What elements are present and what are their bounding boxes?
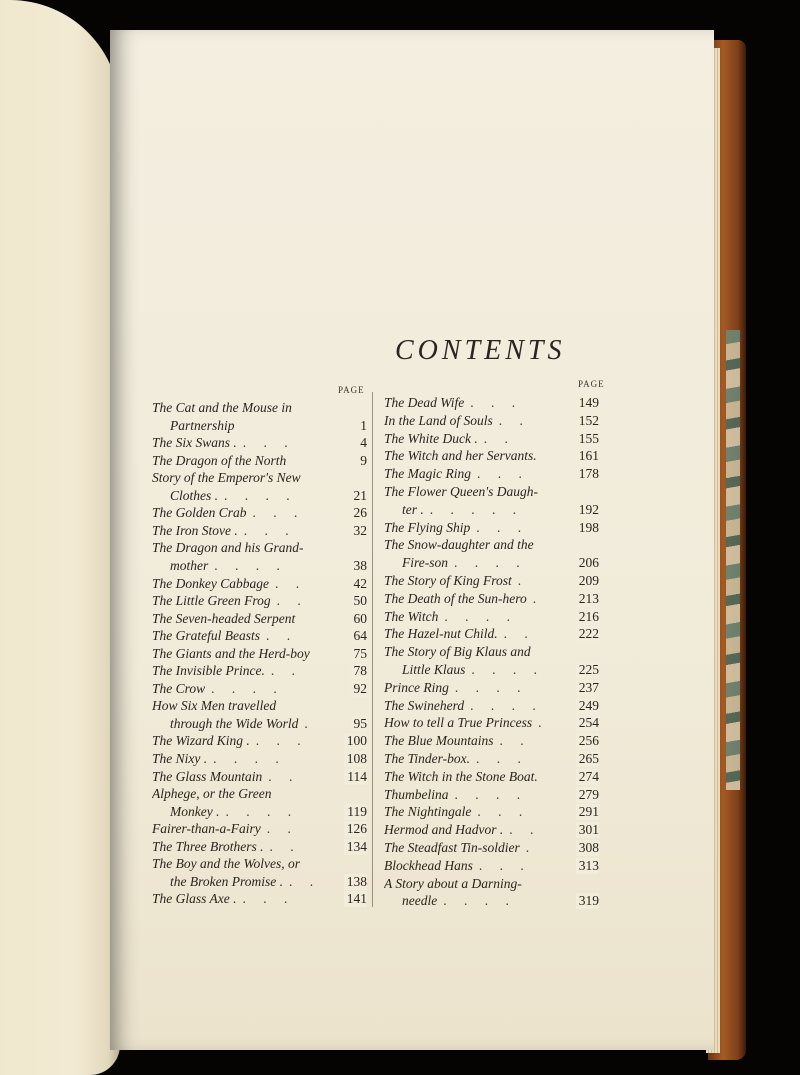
toc-leader-dots: . . . <box>478 857 531 873</box>
toc-entry <box>152 505 367 523</box>
toc-entry <box>152 470 367 488</box>
toc-page-number: 161 <box>576 448 599 464</box>
toc-page-number: 279 <box>576 787 599 803</box>
marbled-edge <box>726 330 740 790</box>
toc-entry-title: The Dead Wife <box>384 395 465 410</box>
toc-page-number: 108 <box>344 751 367 767</box>
toc-page-number: 95 <box>351 716 368 732</box>
toc-entry <box>152 628 367 646</box>
toc-entry-title: Fire-son <box>402 555 448 571</box>
toc-leader-dots: . . . . <box>214 557 287 573</box>
toc-page-number: 213 <box>576 591 599 607</box>
toc-page-number: 308 <box>576 840 599 856</box>
toc-entry-title: The Nixy . <box>152 751 208 766</box>
toc-entry-title: The Steadfast Tin-soldier <box>384 840 520 855</box>
toc-entry <box>384 876 599 894</box>
toc-leader-dots: . . <box>266 821 298 837</box>
toc-entry <box>384 858 599 876</box>
toc-entry <box>152 611 367 629</box>
toc-page-number: 206 <box>576 555 599 571</box>
toc-entry-title: How to tell a True Princess <box>384 715 533 731</box>
toc-page-number: 42 <box>351 576 368 592</box>
toc-page-number: 265 <box>576 751 599 767</box>
toc-entry-title: The Tinder-box. <box>384 751 470 766</box>
toc-leader-dots: . . . <box>477 466 529 482</box>
toc-leader-dots: . . . . <box>454 786 528 802</box>
toc-leader-dots: . . <box>276 593 308 609</box>
toc-entry <box>384 822 599 840</box>
toc-entry <box>152 874 367 892</box>
toc-entry <box>384 502 599 520</box>
toc-leader-dots: . . . . . <box>429 501 524 517</box>
toc-entry-title: The Invisible Prince. <box>152 663 265 679</box>
toc-entry-title: The Cat and the Mouse in <box>152 400 292 415</box>
toc-page-number: 1 <box>357 418 367 434</box>
column-divider <box>372 392 373 907</box>
toc-entry-title: Clothes . <box>170 487 219 503</box>
toc-entry <box>384 751 599 769</box>
toc-entry <box>384 466 599 484</box>
toc-entry-title: The Blue Mountains <box>384 733 494 749</box>
toc-entry-title: The Grateful Beasts <box>152 628 260 644</box>
toc-entry <box>152 716 367 734</box>
toc-entry <box>152 804 367 822</box>
toc-entry <box>384 609 599 627</box>
toc-entry <box>152 698 367 716</box>
toc-entry <box>152 663 367 681</box>
toc-page-number: 64 <box>351 628 368 644</box>
toc-leader-dots: . . <box>270 663 302 679</box>
toc-entry-title: Alphege, or the Green <box>152 786 272 802</box>
toc-entry-title: The Hazel-nut Child. <box>384 626 498 642</box>
toc-leader-dots: . . . <box>255 733 308 749</box>
toc-entry-title: The Dragon and his Grand- <box>152 540 304 556</box>
toc-leader-dots: . <box>538 715 549 731</box>
toc-entry-title: The Witch and her Servants. <box>384 448 537 464</box>
toc-entry <box>152 856 367 874</box>
toc-entry <box>384 840 599 858</box>
toc-page-number: 134 <box>344 839 367 855</box>
toc-leader-dots: . . <box>509 822 541 838</box>
toc-entry <box>384 715 599 733</box>
toc-entry <box>384 448 599 466</box>
toc-entry <box>384 769 599 787</box>
toc-entry-title: The Story of Big Klaus and <box>384 644 531 660</box>
toc-entry <box>152 418 367 436</box>
toc-entry-title: The Nightingale <box>384 804 472 820</box>
toc-leader-dots: . . . . <box>471 662 545 677</box>
page-column-header-right: PAGE <box>578 379 605 389</box>
toc-page-number: 152 <box>576 413 599 429</box>
toc-entry-title: The Wizard King . <box>152 733 250 749</box>
toc-entry-title: Prince Ring <box>384 679 449 695</box>
toc-leader-dots: . . . . <box>444 608 517 624</box>
toc-page-number: 138 <box>344 874 367 890</box>
toc-page-number: 78 <box>351 663 368 679</box>
toc-entry-title: The Donkey Cabbage <box>152 575 269 591</box>
toc-entry <box>384 555 599 573</box>
toc-page-number: 198 <box>576 520 599 536</box>
toc-entry <box>152 540 367 558</box>
toc-leader-dots: . . . . <box>470 697 543 713</box>
toc-entry <box>152 769 367 787</box>
toc-entry-title: The Witch <box>384 608 439 624</box>
toc-entry <box>152 453 367 471</box>
toc-entry <box>384 626 599 644</box>
toc-page-number: 38 <box>351 558 368 574</box>
toc-entry <box>384 484 599 502</box>
toc-entry <box>384 804 599 822</box>
toc-entry <box>384 431 599 449</box>
toc-leader-dots: . . . . <box>213 751 286 766</box>
toc-page-number: 209 <box>576 573 599 589</box>
toc-page-number: 60 <box>351 611 368 627</box>
toc-entry-title: needle <box>402 893 438 909</box>
toc-entry <box>152 400 367 418</box>
toc-entry <box>384 520 599 538</box>
toc-entry <box>384 893 599 911</box>
toc-page-number: 9 <box>357 453 367 469</box>
toc-entry <box>152 786 367 804</box>
toc-entry <box>152 891 367 909</box>
toc-page-number: 192 <box>576 502 599 518</box>
toc-page-number: 75 <box>351 646 368 662</box>
toc-entry <box>384 413 599 431</box>
toc-page-number: 291 <box>576 804 599 820</box>
toc-leader-dots: . . . . <box>225 803 299 819</box>
toc-leader-dots: . . <box>274 575 307 591</box>
toc-page-number: 313 <box>576 858 599 874</box>
toc-entry-title: Little Klaus <box>402 662 466 677</box>
toc-leader-dots: . . <box>483 430 515 446</box>
toc-page-number: 249 <box>576 698 599 714</box>
toc-page-number: 32 <box>351 523 368 539</box>
toc-entry <box>152 523 367 541</box>
toc-page-number: 126 <box>344 821 367 837</box>
toc-entry-title: The Story of King Frost <box>384 573 512 588</box>
toc-leader-dots: . . <box>268 768 300 784</box>
toc-leader-dots: . <box>517 573 529 588</box>
toc-leader-dots: . . . . <box>211 680 284 696</box>
toc-page-number: 225 <box>576 662 599 678</box>
toc-page-number: 301 <box>576 822 599 838</box>
toc-entry-title: The Crow <box>152 680 206 696</box>
toc-entry <box>384 662 599 680</box>
toc-entry-title: The Flower Queen's Daugh- <box>384 484 538 499</box>
toc-entry <box>152 558 367 576</box>
toc-leader-dots: . . . <box>242 891 295 907</box>
toc-page-number: 254 <box>576 715 599 731</box>
toc-leader-dots: . <box>525 840 537 855</box>
toc-page-number: 274 <box>576 769 599 785</box>
toc-page-number: 319 <box>576 893 599 909</box>
toc-page-number: 256 <box>576 733 599 749</box>
toc-leader-dots: . . . <box>477 804 530 820</box>
toc-entry-title: The Snow-daughter and the <box>384 537 534 553</box>
toc-leader-dots: . . . <box>252 505 305 521</box>
toc-entry-title: The Flying Ship <box>384 519 471 535</box>
toc-leader-dots: . . <box>266 628 298 644</box>
toc-entry-title: The Three Brothers . <box>152 838 264 854</box>
toc-entry-title: The Seven-headed Serpent <box>152 610 296 626</box>
toc-leader-dots: . . . <box>475 751 528 766</box>
contents-page <box>110 30 714 1050</box>
toc-entry <box>384 787 599 805</box>
toc-entry-title: Hermod and Hadvor . <box>384 822 504 838</box>
toc-entry-title: The Death of the Sun-hero <box>384 590 527 606</box>
toc-leader-dots: . . . . <box>454 555 527 571</box>
toc-page-number: 50 <box>351 593 368 609</box>
toc-entry-title: Fairer-than-a-Fairy <box>152 821 261 837</box>
toc-entry-title: ter . <box>402 501 424 517</box>
toc-page-number: 222 <box>576 626 599 642</box>
contents-title: CONTENTS <box>395 335 566 366</box>
toc-entry <box>384 395 599 413</box>
toc-leader-dots: . . <box>498 412 530 428</box>
toc-leader-dots: . . <box>499 733 531 749</box>
toc-page-number: 155 <box>576 431 599 447</box>
toc-entry <box>152 733 367 751</box>
toc-entry-title: How Six Men travelled <box>152 698 277 714</box>
toc-entry-title: the Broken Promise . <box>170 873 283 889</box>
toc-page-number: 100 <box>344 733 367 749</box>
toc-entry-title: Blockhead Hans <box>384 857 473 873</box>
toc-entry-title: The Giants and the Herd-boy <box>152 645 310 661</box>
toc-entry-title: The White Duck . <box>384 430 478 446</box>
toc-page-number: 26 <box>351 505 368 521</box>
toc-leader-dots: . . . . <box>224 487 297 503</box>
toc-entry-title: The Boy and the Wolves, or <box>152 856 300 872</box>
toc-entry <box>384 537 599 555</box>
toc-leader-dots: . . <box>269 838 301 854</box>
toc-entry-title: The Golden Crab <box>152 505 247 521</box>
toc-page-number: 178 <box>576 466 599 482</box>
toc-entry <box>152 821 367 839</box>
toc-leader-dots: . <box>304 715 315 731</box>
toc-page-number: 237 <box>576 680 599 696</box>
toc-entry <box>152 839 367 857</box>
toc-entry-title: Monkey . <box>170 803 220 819</box>
toc-entry-title: The Magic Ring <box>384 466 471 482</box>
toc-entry-title: Thumbelina <box>384 786 449 802</box>
toc-entry-title: The Six Swans . <box>152 435 237 451</box>
toc-entry <box>384 680 599 698</box>
toc-page-number: 4 <box>357 435 367 451</box>
toc-entry <box>384 591 599 609</box>
toc-leader-dots: . . . <box>242 435 295 451</box>
toc-entry <box>384 573 599 591</box>
toc-leader-dots: . . . <box>470 395 523 410</box>
toc-page-number: 21 <box>351 488 368 504</box>
toc-entry-title: The Glass Axe . <box>152 891 237 907</box>
toc-entry <box>152 646 367 664</box>
toc-entry <box>384 733 599 751</box>
toc-leader-dots: . . . . <box>443 893 516 909</box>
toc-entry <box>384 698 599 716</box>
toc-entry-title: through the Wide World <box>170 715 299 731</box>
toc-leader-dots: . . . <box>243 522 296 538</box>
toc-entry <box>152 576 367 594</box>
left-page <box>0 0 120 1075</box>
toc-page-number: 141 <box>344 891 367 907</box>
toc-entry-title: The Witch in the Stone Boat. <box>384 768 538 784</box>
toc-entry-title: A Story about a Darning- <box>384 875 522 891</box>
toc-page-number: 119 <box>344 804 367 820</box>
toc-entry-title: Partnership <box>170 417 235 433</box>
toc-leader-dots: . . . . <box>454 679 528 695</box>
toc-page-number: 216 <box>576 609 599 625</box>
toc-entry-title: Story of the Emperor's New <box>152 470 301 486</box>
toc-entry <box>152 751 367 769</box>
toc-entry <box>152 488 367 506</box>
toc-entry <box>152 681 367 699</box>
toc-entry-title: The Little Green Frog <box>152 593 271 609</box>
toc-entry-title: The Iron Stove . <box>152 522 238 538</box>
toc-entry-title: The Dragon of the North <box>152 452 287 468</box>
toc-leader-dots: . . <box>288 873 321 889</box>
page-column-header-left: PAGE <box>338 385 365 395</box>
toc-entry-title: mother <box>170 557 209 573</box>
toc-entry <box>152 435 367 453</box>
toc-page-number: 92 <box>351 681 368 697</box>
toc-page-number: 114 <box>344 769 367 785</box>
toc-page-number: 149 <box>576 395 599 411</box>
toc-entry-title: In the Land of Souls <box>384 412 493 428</box>
toc-leader-dots: . . <box>503 626 535 642</box>
toc-entry <box>384 644 599 662</box>
toc-leader-dots: . <box>532 590 544 606</box>
toc-entry <box>152 593 367 611</box>
toc-entry-title: The Swineherd <box>384 697 465 713</box>
toc-leader-dots: . . . <box>476 519 529 535</box>
toc-entry-title: The Glass Mountain <box>152 768 263 784</box>
